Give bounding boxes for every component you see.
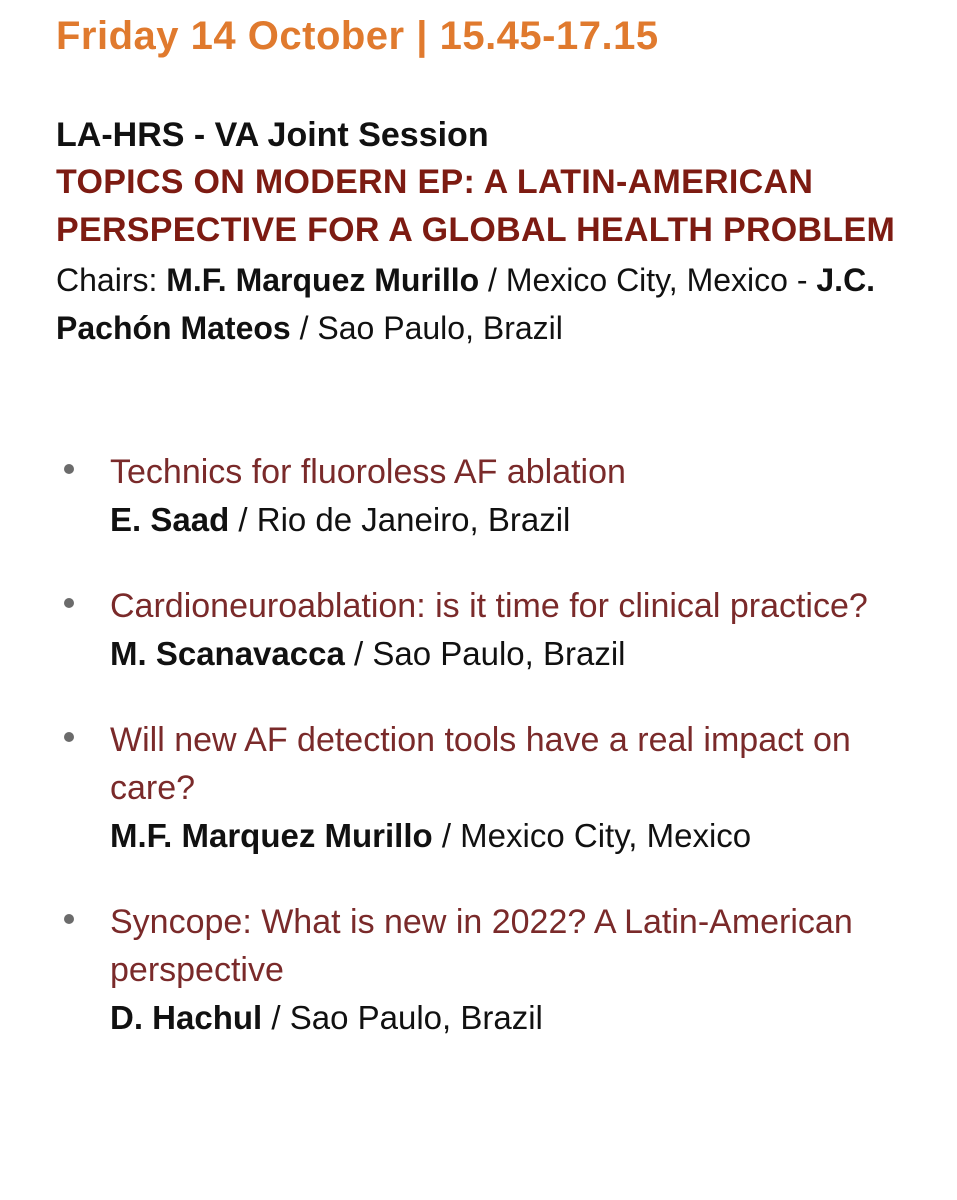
chair-name: M.F. Marquez Murillo: [166, 262, 480, 298]
talk-speaker: [110, 812, 936, 860]
talk-title: Cardioneuroablation: is it time for clinical practice?: [110, 587, 868, 625]
talk-speaker: [110, 496, 936, 544]
talk-title: Syncope: What is new in 2022? A Latin-American perspective: [110, 903, 853, 989]
speaker-location: / Mexico City, Mexico: [441, 817, 752, 854]
speaker-name: E. Saad: [110, 501, 230, 538]
speaker-name: M.F. Marquez Murillo: [110, 817, 433, 854]
bullet-icon: [64, 598, 74, 608]
session-chairs: [56, 256, 936, 352]
datetime-separator: |: [416, 14, 428, 58]
chairs-prefix: Chairs:: [56, 262, 158, 298]
speaker-location: / Sao Paulo, Brazil: [354, 635, 626, 672]
talk-list: [56, 448, 936, 1080]
session-title: TOPICS ON MODERN EP: A LATIN-AMERICAN PERSPECTIVE FOR A GLOBAL HEALTH PROBLEM: [56, 163, 896, 249]
session-time: 15.45-17.15: [439, 14, 659, 58]
session-date: Friday 14 October: [56, 14, 405, 58]
talk-item: [56, 898, 936, 1042]
speaker-name: M. Scanavacca: [110, 635, 345, 672]
chair-location: / Mexico City, Mexico -: [488, 262, 808, 298]
session-block: [56, 112, 936, 352]
talk-item: [56, 582, 936, 678]
talk-speaker: [110, 994, 936, 1042]
talk-speaker: [110, 630, 936, 678]
session-label: LA-HRS - VA Joint Session: [56, 116, 489, 154]
chair-location: / Sao Paulo, Brazil: [299, 310, 563, 346]
talk-item: [56, 448, 936, 544]
speaker-location: / Rio de Janeiro, Brazil: [238, 501, 571, 538]
bullet-icon: [64, 732, 74, 742]
talk-title: Will new AF detection tools have a real impact on care?: [110, 721, 851, 807]
talk-item: [56, 716, 936, 860]
speaker-name: D. Hachul: [110, 999, 263, 1036]
speaker-location: / Sao Paulo, Brazil: [271, 999, 543, 1036]
session-datetime: [56, 14, 659, 59]
chair-name: J.C. Pachón Mateos: [56, 262, 876, 346]
bullet-icon: [64, 914, 74, 924]
bullet-icon: [64, 464, 74, 474]
talk-title: Technics for fluoroless AF ablation: [110, 453, 626, 491]
